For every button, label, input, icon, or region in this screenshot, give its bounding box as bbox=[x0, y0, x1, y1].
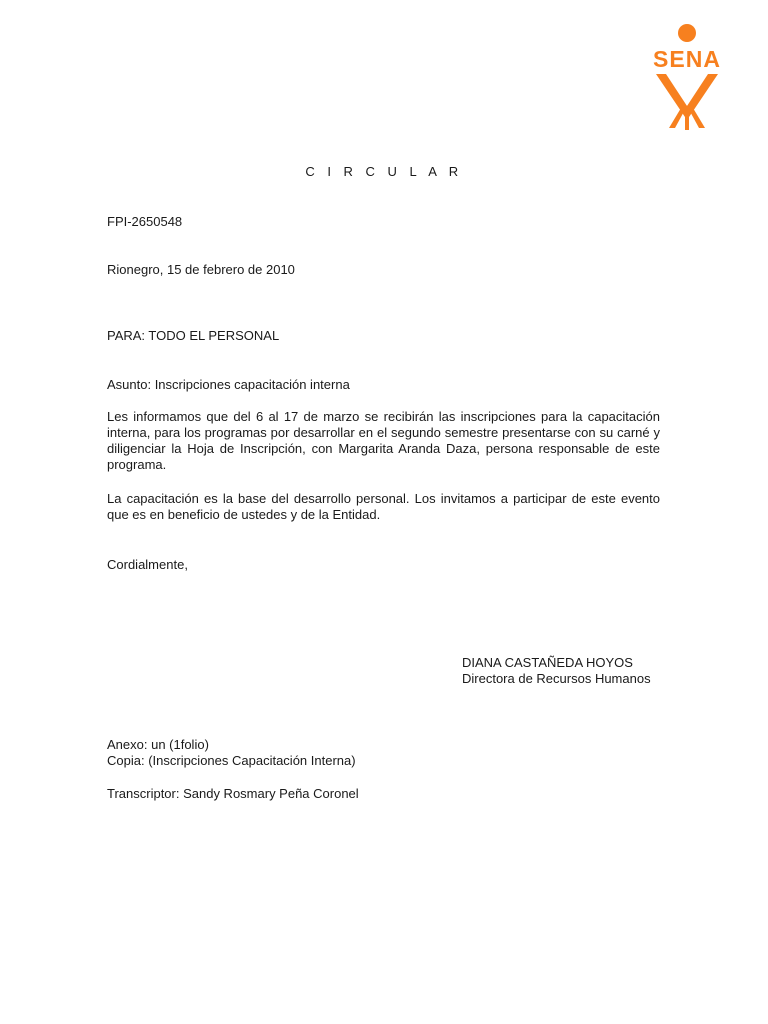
closing-line: Cordialmente, bbox=[107, 557, 188, 572]
signature-block bbox=[462, 655, 661, 687]
logo-head bbox=[678, 24, 696, 42]
copy-line: Copia: (Inscripciones Capacitación Interna) bbox=[107, 753, 356, 768]
logo-text: SENA bbox=[653, 46, 721, 72]
logo-center-leg bbox=[685, 112, 689, 130]
body-paragraph-1: Les informamos que del 6 al 17 de marzo se recibirán las inscripciones para la capacitación interna, para los programas por desarrollar en el segundo semestre presentarse con su carné y diligenciar la Hoja de Inscripción, con Margarita Aranda Daza, persona responsable de este programa. bbox=[107, 409, 660, 472]
sena-logo bbox=[640, 22, 734, 134]
transcriber-line: Transcriptor: Sandy Rosmary Peña Coronel bbox=[107, 786, 359, 801]
signer-name: DIANA CASTAÑEDA HOYOS bbox=[462, 655, 633, 670]
document-title: C I R C U L A R bbox=[305, 164, 463, 179]
annex-line: Anexo: un (1folio) bbox=[107, 737, 209, 752]
date-line: Rionegro, 15 de febrero de 2010 bbox=[107, 262, 295, 277]
body-paragraph-2: La capacitación es la base del desarrollo personal. Los invitamos a participar de este evento que es en beneficio de ustedes y de la Entidad. bbox=[107, 491, 660, 522]
reference-number: FPI-2650548 bbox=[107, 214, 183, 229]
subject-line: Asunto: Inscripciones capacitación interna bbox=[107, 377, 350, 392]
recipient-line: PARA: TODO EL PERSONAL bbox=[107, 328, 280, 343]
signer-role: Directora de Recursos Humanos bbox=[462, 671, 651, 686]
